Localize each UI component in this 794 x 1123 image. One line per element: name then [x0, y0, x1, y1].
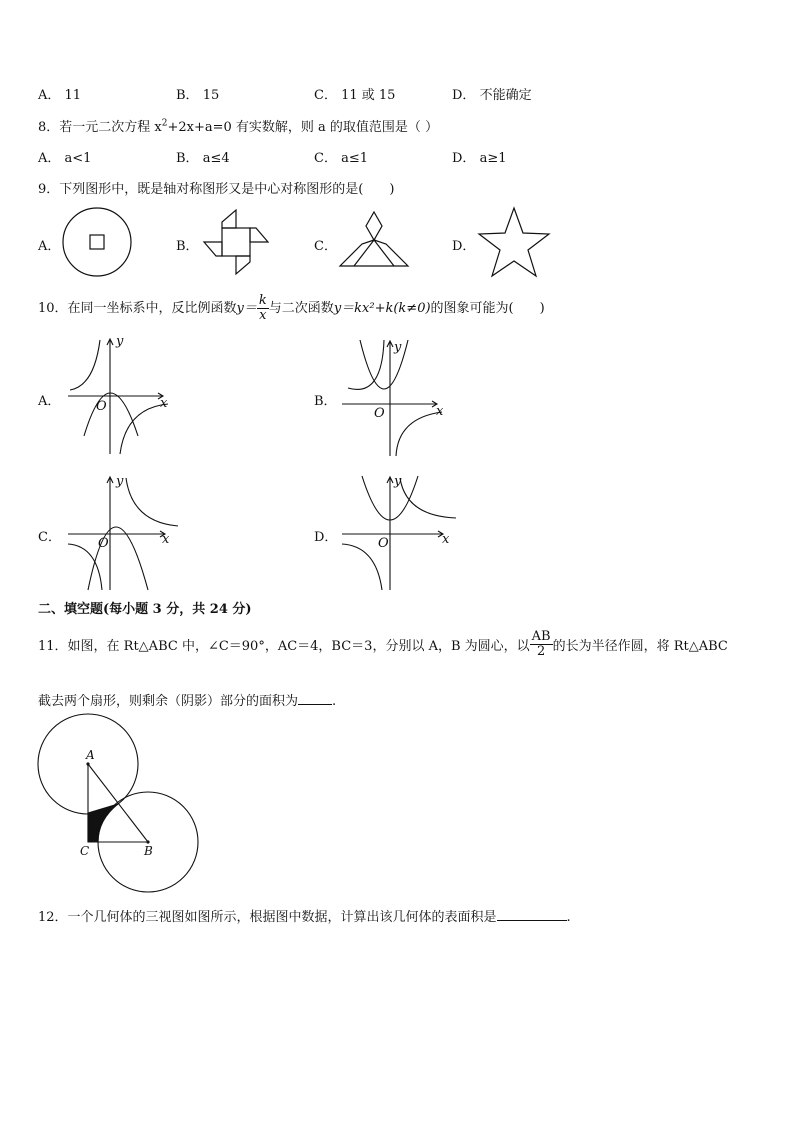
section-title-fill-in: 二、填空题(每小题 3 分，共 24 分) [38, 602, 252, 617]
q10-option-a: A． [38, 394, 61, 409]
q10-b-origin: O [374, 406, 385, 421]
q7-option-a: A． 11 [38, 88, 82, 103]
q11-figure [36, 718, 206, 894]
q10-d-origin: O [378, 536, 389, 551]
q11-label-a: A [86, 748, 95, 762]
q10-graph-b [338, 338, 448, 458]
q9-option-c: C． [314, 239, 337, 254]
q10-fraction: $\frac{k}{x}$ [258, 293, 267, 323]
q10-b-axis-x: x [436, 404, 444, 419]
q8-option-c: C． a≤1 [314, 151, 369, 166]
q10-d-axis-y: y [394, 474, 402, 489]
q9-option-d: D． [452, 239, 476, 254]
q8-option-d: D． a≥1 [452, 151, 507, 166]
q8-option-a: A． a<1 [38, 151, 92, 166]
q11-question-line2: 截去两个扇形，则剩余（阴影）部分的面积为 . [38, 694, 337, 709]
q9-option-b: B． [176, 239, 199, 254]
q10-c-origin: O [98, 536, 109, 551]
q11-fraction: $\frac{AB}{2}$ [531, 629, 551, 659]
q9-option-a: A． [38, 239, 61, 254]
q11-label-c: C [80, 844, 90, 858]
q11-answer-blank[interactable] [298, 704, 332, 705]
q8-question: 8．若一元二次方程 $x^2+2x+a=0$ 有实数解，则 a 的取值范围是（ ） [38, 118, 439, 135]
q10-graph-c [64, 474, 182, 592]
q9-figure-rhombi [336, 206, 412, 278]
q10-b-axis-y: y [394, 340, 402, 355]
q10-a-axis-x: x [160, 396, 168, 411]
q10-c-axis-x: x [162, 532, 170, 547]
q9-figure-star [476, 204, 552, 280]
q10-a-origin: O [96, 399, 107, 414]
q12-answer-blank[interactable] [497, 920, 567, 921]
q7-option-b: B． 15 [176, 88, 220, 103]
q10-graph-d [338, 474, 456, 592]
q9-figure-circle-square [60, 206, 134, 278]
q10-graph-a [64, 336, 174, 458]
q10-option-d: D． [314, 530, 338, 545]
q9-figure-pinwheel [198, 206, 274, 278]
q7-option-d: D． 不能确定 [452, 88, 532, 103]
q7-option-c: C． 11 或 15 [314, 88, 396, 103]
q8-option-b: B． a≤4 [176, 151, 230, 166]
q10-d-axis-x: x [442, 532, 450, 547]
q11-question-line1: 11．如图，在 Rt△ABC 中，∠C＝90°，AC＝4，BC＝3，分别以 A，B 为圆心，以 $\frac{AB}{2}$ 的长为半径作圆，将 Rt△ABC [38, 629, 728, 659]
q9-question: 9．下列图形中，既是轴对称图形又是中心对称图形的是( ) [38, 182, 395, 197]
q10-c-axis-y: y [116, 474, 124, 489]
q10-question: 10．在同一坐标系中，反比例函数y＝ $\frac{k}{x}$ 与二次函数y＝kx²+k(k≠0)的图象可能为( ) [38, 293, 545, 323]
q10-option-c: C． [38, 530, 61, 545]
q10-a-axis-y: y [116, 334, 124, 349]
q12-question: 12．一个几何体的三视图如图所示，根据图中数据，计算出该几何体的表面积是 . [38, 910, 571, 925]
q11-label-b: B [144, 844, 153, 858]
q10-option-b: B． [314, 394, 337, 409]
